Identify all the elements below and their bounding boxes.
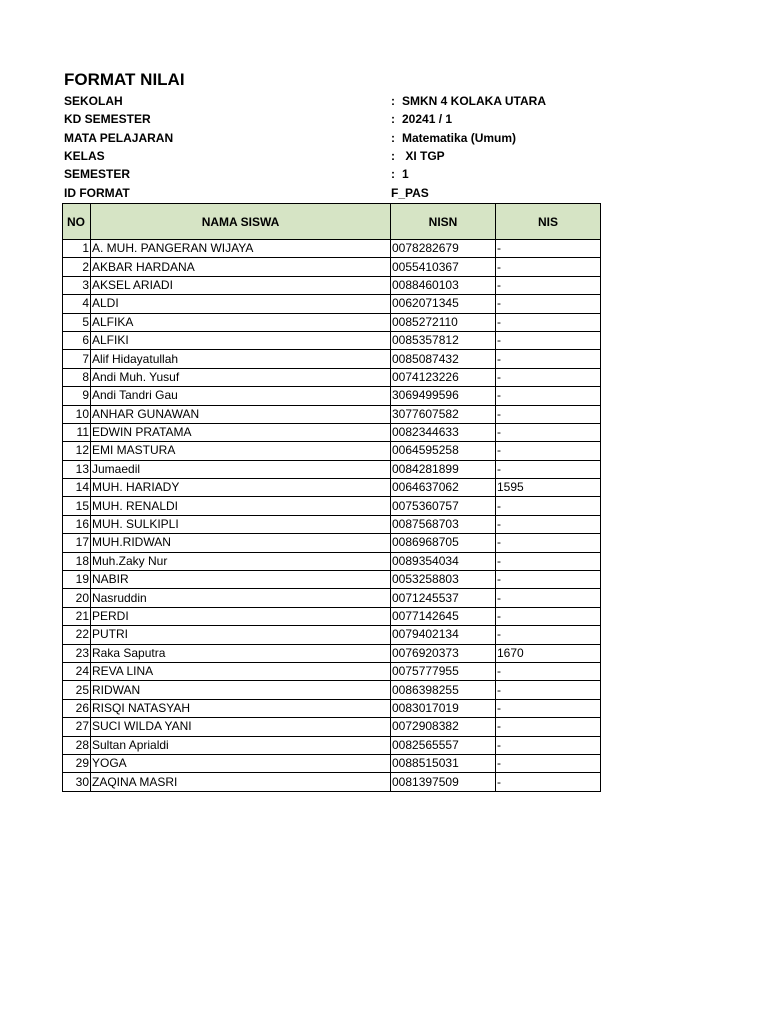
cell-no[interactable]: 12 xyxy=(63,442,91,460)
cell-nama-siswa[interactable]: YOGA xyxy=(91,754,391,772)
cell-nama-siswa[interactable]: Andi Tandri Gau xyxy=(91,387,391,405)
cell-no[interactable]: 30 xyxy=(63,773,91,791)
cell-no[interactable]: 16 xyxy=(63,515,91,533)
table-row xyxy=(63,350,601,368)
cell-nama-siswa[interactable]: AKSEL ARIADI xyxy=(91,276,391,294)
cell-nisn[interactable]: 0075777955 xyxy=(391,662,496,680)
cell-nisn[interactable]: 0053258803 xyxy=(391,571,496,589)
cell-nama-siswa[interactable]: Sultan Aprialdi xyxy=(91,736,391,754)
table-row xyxy=(63,589,601,607)
table-row xyxy=(63,571,601,589)
cell-no[interactable]: 28 xyxy=(63,736,91,754)
cell-nis[interactable]: - xyxy=(496,773,601,791)
cell-no[interactable]: 19 xyxy=(63,571,91,589)
table-row xyxy=(63,681,601,699)
table-row xyxy=(63,773,601,791)
cell-nisn[interactable]: 0082344633 xyxy=(391,423,496,441)
cell-nama-siswa[interactable]: ALFIKA xyxy=(91,313,391,331)
cell-no[interactable]: 3 xyxy=(63,276,91,294)
table-row xyxy=(63,699,601,717)
cell-nis[interactable]: - xyxy=(496,295,601,313)
cell-no[interactable]: 8 xyxy=(63,368,91,386)
cell-nis[interactable]: - xyxy=(496,240,601,258)
table-row xyxy=(63,240,601,258)
table-row xyxy=(63,662,601,680)
table-row xyxy=(63,387,601,405)
cell-nama-siswa[interactable]: Nasruddin xyxy=(91,589,391,607)
meta-row xyxy=(0,165,768,183)
cell-nisn[interactable]: 0078282679 xyxy=(391,240,496,258)
cell-nis[interactable]: - xyxy=(496,387,601,405)
meta-value: 20241 / 1 xyxy=(402,112,453,127)
cell-nis[interactable]: - xyxy=(496,423,601,441)
cell-nisn[interactable]: 0064595258 xyxy=(391,442,496,460)
cell-nisn[interactable]: 0072908382 xyxy=(391,718,496,736)
cell-nisn[interactable]: 0075360757 xyxy=(391,497,496,515)
cell-no[interactable]: 26 xyxy=(63,699,91,717)
cell-nama-siswa[interactable]: RISQI NATASYAH xyxy=(91,699,391,717)
cell-nama-siswa[interactable]: NABIR xyxy=(91,571,391,589)
cell-nisn[interactable]: 0086398255 xyxy=(391,681,496,699)
meta-label: SEMESTER xyxy=(64,167,131,182)
table-row xyxy=(63,442,601,460)
table-row xyxy=(63,479,601,497)
page-title: FORMAT NILAI xyxy=(64,70,185,89)
student-table xyxy=(62,203,601,792)
meta-colon: : xyxy=(391,112,395,127)
cell-nis[interactable]: - xyxy=(496,405,601,423)
table-row xyxy=(63,607,601,625)
cell-no[interactable]: 4 xyxy=(63,295,91,313)
cell-nama-siswa[interactable]: ALDI xyxy=(91,295,391,313)
cell-nama-siswa[interactable]: AKBAR HARDANA xyxy=(91,258,391,276)
header-nis[interactable]: NIS xyxy=(496,204,601,240)
cell-no[interactable]: 7 xyxy=(63,350,91,368)
cell-no[interactable]: 25 xyxy=(63,681,91,699)
cell-no[interactable]: 1 xyxy=(63,240,91,258)
cell-nisn[interactable]: 0077142645 xyxy=(391,607,496,625)
cell-nisn[interactable]: 0085087432 xyxy=(391,350,496,368)
meta-label: SEKOLAH xyxy=(64,94,123,108)
table-row xyxy=(63,258,601,276)
cell-nis[interactable]: - xyxy=(496,258,601,276)
cell-nama-siswa[interactable]: Raka Saputra xyxy=(91,644,391,662)
meta-value: SMKN 4 KOLAKA UTARA xyxy=(402,94,546,108)
cell-no[interactable]: 21 xyxy=(63,607,91,625)
cell-nama-siswa[interactable]: ZAQINA MASRI xyxy=(91,773,391,791)
table-row xyxy=(63,534,601,552)
table-row xyxy=(63,552,601,570)
cell-nisn[interactable]: 0085272110 xyxy=(391,313,496,331)
cell-nisn[interactable]: 0074123226 xyxy=(391,368,496,386)
table-header-row xyxy=(63,204,601,240)
cell-no[interactable]: 11 xyxy=(63,423,91,441)
cell-nisn[interactable]: 0064637062 xyxy=(391,479,496,497)
table-row xyxy=(63,295,601,313)
table-row xyxy=(63,515,601,533)
cell-no[interactable]: 29 xyxy=(63,754,91,772)
cell-no[interactable]: 27 xyxy=(63,718,91,736)
meta-colon: : xyxy=(391,94,395,108)
cell-nisn[interactable]: 0062071345 xyxy=(391,295,496,313)
cell-nisn[interactable]: 3069499596 xyxy=(391,387,496,405)
cell-nama-siswa[interactable]: Alif Hidayatullah xyxy=(91,350,391,368)
meta-row xyxy=(0,184,768,202)
cell-nama-siswa[interactable]: MUH. RENALDI xyxy=(91,497,391,515)
table-row xyxy=(63,718,601,736)
cell-nama-siswa[interactable]: MUH. HARIADY xyxy=(91,479,391,497)
table-row xyxy=(63,644,601,662)
cell-nisn[interactable]: 0088515031 xyxy=(391,754,496,772)
meta-value: 1 xyxy=(402,167,409,182)
cell-nama-siswa[interactable]: MUH.RIDWAN xyxy=(91,534,391,552)
cell-nama-siswa[interactable]: Jumaedil xyxy=(91,460,391,478)
table-row xyxy=(63,460,601,478)
cell-no[interactable]: 5 xyxy=(63,313,91,331)
cell-nisn[interactable]: 0081397509 xyxy=(391,773,496,791)
cell-no[interactable]: 10 xyxy=(63,405,91,423)
table-row xyxy=(63,754,601,772)
cell-no[interactable]: 17 xyxy=(63,534,91,552)
cell-no[interactable]: 13 xyxy=(63,460,91,478)
cell-nis[interactable]: - xyxy=(496,754,601,772)
meta-colon: : xyxy=(391,130,395,145)
table-row xyxy=(63,405,601,423)
meta-label: MATA PELAJARAN xyxy=(64,130,174,145)
cell-nis[interactable]: - xyxy=(496,515,601,533)
cell-nis[interactable]: - xyxy=(496,497,601,515)
cell-nis[interactable]: - xyxy=(496,460,601,478)
table-row xyxy=(63,423,601,441)
table-body xyxy=(63,240,601,792)
cell-nis[interactable]: - xyxy=(496,626,601,644)
meta-label: KELAS xyxy=(64,148,105,163)
cell-nisn[interactable]: 3077607582 xyxy=(391,405,496,423)
cell-nisn[interactable]: 0076920373 xyxy=(391,644,496,662)
cell-nama-siswa[interactable]: A. MUH. PANGERAN WIJAYA xyxy=(91,240,391,258)
meta-value: F_PAS xyxy=(391,185,429,200)
header-nisn[interactable]: NISN xyxy=(391,204,496,240)
cell-nis[interactable]: - xyxy=(496,350,601,368)
cell-nisn[interactable]: 0083017019 xyxy=(391,699,496,717)
cell-nis[interactable]: - xyxy=(496,607,601,625)
cell-nisn[interactable]: 0055410367 xyxy=(391,258,496,276)
cell-no[interactable]: 20 xyxy=(63,589,91,607)
cell-nis[interactable]: - xyxy=(496,276,601,294)
table-row xyxy=(63,276,601,294)
cell-nis[interactable]: - xyxy=(496,662,601,680)
cell-nis[interactable]: - xyxy=(496,718,601,736)
cell-no[interactable]: 14 xyxy=(63,479,91,497)
table-row xyxy=(63,313,601,331)
meta-label: KD SEMESTER xyxy=(64,112,151,127)
cell-nama-siswa[interactable]: SUCI WILDA YANI xyxy=(91,718,391,736)
table-row xyxy=(63,331,601,349)
table-row xyxy=(63,736,601,754)
meta-value: XI TGP xyxy=(402,148,445,163)
cell-no[interactable]: 23 xyxy=(63,644,91,662)
cell-nisn[interactable]: 0071245537 xyxy=(391,589,496,607)
cell-nisn[interactable]: 0082565557 xyxy=(391,736,496,754)
meta-row xyxy=(0,110,768,128)
cell-nis[interactable]: - xyxy=(496,736,601,754)
meta-label: ID FORMAT xyxy=(64,185,130,200)
cell-nisn[interactable]: 0084281899 xyxy=(391,460,496,478)
cell-nama-siswa[interactable]: Muh.Zaky Nur xyxy=(91,552,391,570)
cell-no[interactable]: 2 xyxy=(63,258,91,276)
cell-no[interactable]: 15 xyxy=(63,497,91,515)
header-no[interactable]: NO xyxy=(63,204,91,240)
cell-nama-siswa[interactable]: ANHAR GUNAWAN xyxy=(91,405,391,423)
meta-row xyxy=(0,147,768,165)
cell-nisn[interactable]: 0086968705 xyxy=(391,534,496,552)
cell-no[interactable]: 18 xyxy=(63,552,91,570)
cell-nama-siswa[interactable]: EMI MASTURA xyxy=(91,442,391,460)
table-row xyxy=(63,368,601,386)
cell-nama-siswa[interactable]: PERDI xyxy=(91,607,391,625)
cell-nisn[interactable]: 0079402134 xyxy=(391,626,496,644)
cell-nama-siswa[interactable]: ALFIKI xyxy=(91,331,391,349)
meta-colon: : xyxy=(391,148,395,163)
cell-no[interactable]: 6 xyxy=(63,331,91,349)
table-row xyxy=(63,497,601,515)
meta-colon: : xyxy=(391,167,395,182)
cell-nisn[interactable]: 0085357812 xyxy=(391,331,496,349)
cell-nis[interactable]: - xyxy=(496,552,601,570)
header-nama-siswa[interactable]: NAMA SISWA xyxy=(91,204,391,240)
cell-nama-siswa[interactable]: RIDWAN xyxy=(91,681,391,699)
cell-no[interactable]: 22 xyxy=(63,626,91,644)
cell-nama-siswa[interactable]: MUH. SULKIPLI xyxy=(91,515,391,533)
cell-nis[interactable]: - xyxy=(496,534,601,552)
cell-nis[interactable]: - xyxy=(496,313,601,331)
cell-nisn[interactable]: 0089354034 xyxy=(391,552,496,570)
cell-nis[interactable]: 1595 xyxy=(496,479,601,497)
cell-nis[interactable]: - xyxy=(496,331,601,349)
meta-row xyxy=(0,129,768,147)
cell-nama-siswa[interactable]: PUTRI xyxy=(91,626,391,644)
cell-nis[interactable]: 1670 xyxy=(496,644,601,662)
cell-no[interactable]: 24 xyxy=(63,662,91,680)
cell-nis[interactable]: - xyxy=(496,442,601,460)
cell-nis[interactable]: - xyxy=(496,699,601,717)
cell-nama-siswa[interactable]: EDWIN PRATAMA xyxy=(91,423,391,441)
meta-row xyxy=(0,92,768,110)
cell-nisn[interactable]: 0088460103 xyxy=(391,276,496,294)
cell-nama-siswa[interactable]: Andi Muh. Yusuf xyxy=(91,368,391,386)
cell-nama-siswa[interactable]: REVA LINA xyxy=(91,662,391,680)
cell-nis[interactable]: - xyxy=(496,681,601,699)
meta-value: Matematika (Umum) xyxy=(402,130,517,145)
cell-nisn[interactable]: 0087568703 xyxy=(391,515,496,533)
cell-nis[interactable]: - xyxy=(496,571,601,589)
cell-no[interactable]: 9 xyxy=(63,387,91,405)
table-row xyxy=(63,626,601,644)
cell-nis[interactable]: - xyxy=(496,589,601,607)
cell-nis[interactable]: - xyxy=(496,368,601,386)
